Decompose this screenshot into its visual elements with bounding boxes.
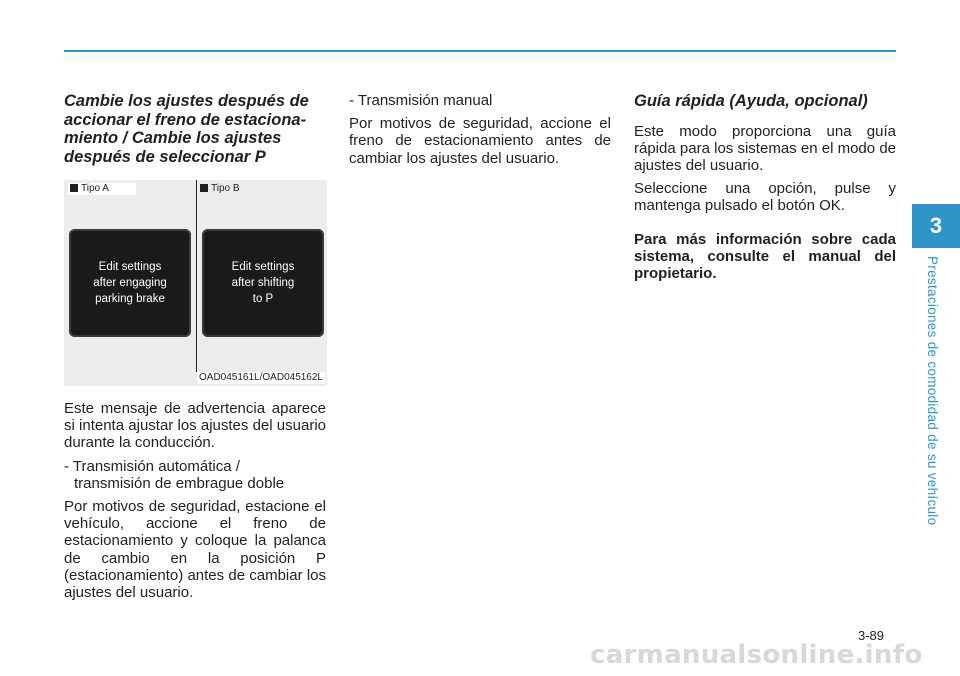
body-paragraph: Por motivos de seguridad, accione el freno de estacionamiento antes de cambiar los ajustes del usuario. bbox=[349, 115, 611, 167]
page-number: 3-89 bbox=[858, 628, 885, 643]
square-bullet-icon bbox=[70, 184, 78, 192]
top-rule bbox=[64, 50, 896, 52]
body-paragraph: Este modo proporciona una guía rápida para los sistemas en el modo de ajustes del usuario. bbox=[634, 122, 896, 174]
screen-a-line: Edit settings bbox=[98, 261, 162, 273]
cluster-screen-a bbox=[69, 229, 191, 337]
section-heading: Guía rápida (Ayuda, opcional) bbox=[634, 92, 868, 110]
body-paragraph: Este mensaje de advertencia aparece si intenta ajustar los ajustes del usuario durante la conducción. bbox=[64, 400, 326, 452]
dash-item-line: transmisión de embrague doble bbox=[74, 474, 285, 492]
cluster-screen-b bbox=[202, 229, 324, 337]
body-paragraph: Seleccione una opción, pulse y mantenga pulsado el botón OK. bbox=[634, 180, 896, 215]
chapter-tab: 3 bbox=[912, 204, 960, 248]
screen-b-line: Edit settings bbox=[231, 261, 295, 273]
watermark: carmanualsonline.info bbox=[590, 640, 923, 670]
dash-item-line: - Transmisión automática / bbox=[64, 457, 240, 475]
dash-item bbox=[64, 458, 326, 492]
screen-a-line: after engaging bbox=[93, 277, 167, 289]
figure-divider bbox=[196, 180, 197, 372]
column-left bbox=[64, 92, 326, 607]
figure-label-b: Tipo B bbox=[200, 183, 240, 195]
dash-item: - Transmisión manual bbox=[349, 92, 493, 109]
screen-b-line: to P bbox=[252, 293, 274, 305]
column-middle bbox=[349, 92, 611, 173]
figure-code: OAD045161L/OAD045162L bbox=[199, 372, 323, 383]
screen-a-line: parking brake bbox=[95, 293, 165, 305]
square-bullet-icon bbox=[200, 184, 208, 192]
warning-figure bbox=[64, 180, 327, 386]
column-right bbox=[634, 92, 896, 288]
figure-label-a: Tipo A bbox=[68, 183, 136, 195]
chapter-title: Prestaciones de comodidad de su vehículo bbox=[925, 256, 940, 526]
screen-b-line: after shifting bbox=[231, 277, 295, 289]
body-paragraph: Por motivos de seguridad, estacione el vehículo, accione el freno de estacionamiento y coloque la palanca de cambio en la posición P (estacionamiento) antes de cambiar los ajustes del usuario. bbox=[64, 498, 326, 602]
note-paragraph: Para más información sobre cada sistema, consulte el manual del propietario. bbox=[634, 230, 896, 282]
section-heading: Cambie los ajustes después de accionar el freno de estaciona-miento / Cambie los ajustes después de seleccionar P bbox=[64, 92, 309, 166]
